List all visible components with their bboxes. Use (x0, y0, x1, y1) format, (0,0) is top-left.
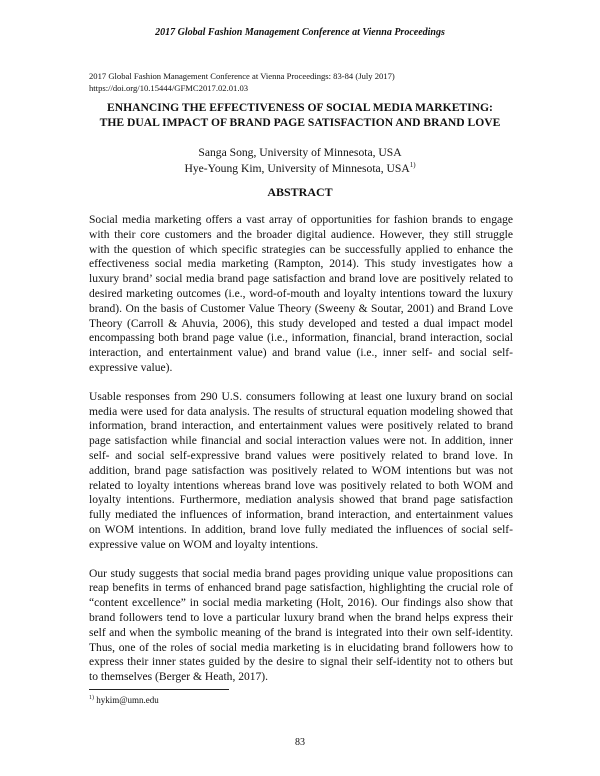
title-line-2: THE DUAL IMPACT OF BRAND PAGE SATISFACTION AND BRAND LOVE (99, 116, 501, 129)
footnote (89, 695, 159, 705)
footnote-divider (89, 689, 229, 690)
author-2: Hye-Young Kim, University of Minnesota, USA (184, 161, 410, 175)
running-header: 2017 Global Fashion Management Conference at Vienna Proceedings (155, 27, 445, 38)
footnote-mark: 1) (89, 695, 94, 701)
page-number: 83 (295, 737, 305, 748)
doi-link[interactable]: https://doi.org/10.15444/GFMC2017.02.01.03 (89, 82, 249, 93)
author-2-line (0, 161, 600, 177)
paper-title (60, 100, 540, 130)
citation-block (89, 71, 395, 94)
abstract-heading: ABSTRACT (267, 185, 333, 199)
title-line-1: ENHANCING THE EFFECTIVENESS OF SOCIAL MEDIA MARKETING: (107, 101, 493, 114)
abstract-body (89, 213, 513, 699)
abstract-paragraph: Our study suggests that social media brand pages providing unique value propositions can reap benefits in terms of enhanced brand page satisfaction, highlighting the crucial role of “content excellence” in social media marketing (Holt, 2016). Our findings also show that brand followers tend to love a particular luxury brand when the brand helps express their self and when the symbolic meaning of the brand is integrated into their own self-identity. Thus, one of the roles of social media marketing is in elucidating brand followers how to express their inner states guided by the desire to signal their self-identity not to others but to themselves (Berger & Heath, 2017). (89, 567, 513, 684)
abstract-paragraph: Social media marketing offers a vast array of opportunities for fashion brands to engage with their core customers and the broader digital audience. However, they still struggle with the question of which specific strategies can be successfully applied to enhance the effectiveness social media marketing (Rampton, 2014). This study investigates how a luxury brand’ social media brand page satisfaction and brand love are positively related to desired marketing outcomes (i.e., word-of-mouth and loyalty intentions toward the luxury brand). On the basis of Customer Value Theory (Sweeny & Soutar, 2001) and Brand Love Theory (Carroll & Ahuvia, 2006), this study developed and tested a dual impact model encompassing both brand page value (i.e., information, financial, brand interaction, social interaction, and entertainment value) and brand value (i.e., inner self- and social self-expressive value). (89, 214, 513, 374)
footnote-email[interactable]: hykim@umn.edu (96, 695, 159, 705)
author-1: Sanga Song, University of Minnesota, USA (198, 146, 402, 159)
abstract-paragraph: Usable responses from 290 U.S. consumers following at least one luxury brand on social media were used for data analysis. The results of structural equation modeling showed that information, brand interaction, and entertainment values were positively related to brand page satisfaction while financial and social interaction values were not. In addition, inner self- and social self-expressive brand values were positively related to brand love. In addition, brand page satisfaction was positively related to WOM intentions but was not related to loyalty intentions whereas brand love was positively related to both WOM and loyalty intentions. Furthermore, mediation analysis showed that brand page satisfaction fully mediated the influences of information, brand interaction, and entertainment values on WOM intentions. In addition, brand love fully mediated the influences of social self-expressive value on WOM and loyalty intentions. (89, 390, 513, 551)
author-list (0, 145, 600, 176)
footnote-marker: 1) (409, 160, 416, 169)
citation-line: 2017 Global Fashion Management Conference at Vienna Proceedings: 83-84 (July 2017) (89, 71, 395, 81)
